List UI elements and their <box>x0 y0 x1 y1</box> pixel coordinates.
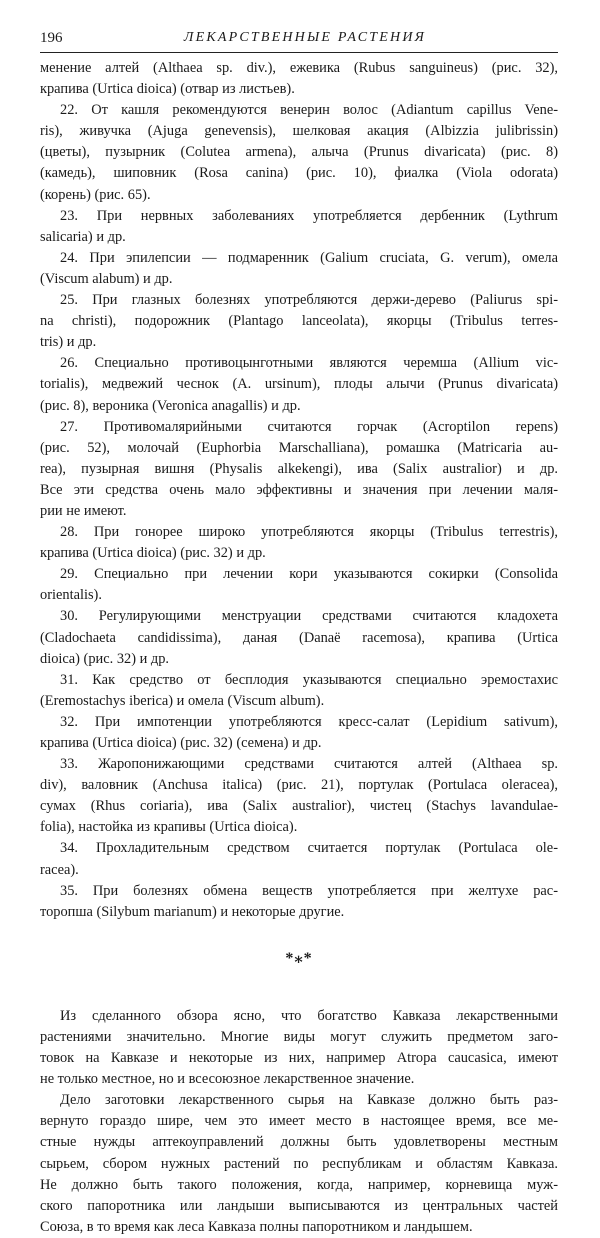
text-line: 26. Специально противоцынготными являются черемша (Allium vic- <box>60 355 558 372</box>
text-line: 29. Специально при лечении кори указываются сокирки (Consolida <box>60 566 558 583</box>
text-line: не только местное, но и всесоюзное лекарственное значение. <box>40 1071 415 1088</box>
text-line: orientalis). <box>40 587 102 604</box>
text-line: (Eremostachys iberica) и омела (Viscum album). <box>40 692 325 709</box>
text-line: сумах (Rhus coriaria), ива (Salix australior), чистец (Stachys lavandulae- <box>40 798 558 815</box>
text-line: Все эти средства очень мало эффективны и значения при лечении маля- <box>40 481 558 498</box>
text-line: na christi), подорожник (Plantago lanceolata), якорцы (Tribulus terres- <box>40 313 558 330</box>
text-line: рии не имеют. <box>40 502 127 519</box>
text-line: 35. При болезнях обмена веществ употребляется при желтухе рас- <box>60 882 558 899</box>
page-number: 196 <box>40 30 63 46</box>
text-line: вернуто гораздо шире, чем это имеет место в настоящее время, все ме- <box>40 1113 558 1130</box>
text-line: (цветы), пузырник (Colutea armena), алыча (Prunus divaricata) (рис. 8) <box>40 144 558 161</box>
closing-paragraphs <box>40 1006 558 1238</box>
text-line: folia), настойка из крапивы (Urtica dioica). <box>40 819 298 836</box>
text-line: ского папоротника или ландыши выписываются из центральных частей <box>40 1197 558 1214</box>
text-line: (рис. 52), молочай (Euphorbia Marschalliana), ромашка (Matricaria au- <box>40 439 558 456</box>
text-line: 23. При нервных заболеваниях употребляется дербенник (Lythrum <box>60 207 558 224</box>
text-line: крапива (Urtica dioica) (рис. 32) (семена) и др. <box>40 735 322 751</box>
remedies-list <box>40 58 558 923</box>
text-line: менение алтей (Althaea sp. div.), ежевика (Rubus sanguineus) (рис. 32), <box>40 60 558 76</box>
text-line: dioica) (рис. 32) и др. <box>40 650 170 667</box>
page-header <box>40 30 558 53</box>
text-line: стные нужды аптекоуправлений должны быть удовлетворены местным <box>40 1134 558 1151</box>
text-line: крапива (Urtica dioica) (отвар из листьев). <box>40 81 295 98</box>
text-line: (корень) (рис. 65). <box>40 186 151 203</box>
text-line: растениями значительно. Многие виды могут служить предметом заго- <box>40 1028 558 1045</box>
text-line: торопша (Silybum marianum) и некоторые другие. <box>40 903 345 920</box>
text-line: (камедь), шиповник (Rosa canina) (рис. 10), фиалка (Viola odorata) <box>40 165 558 182</box>
text-line: (рис. 8), вероника (Veronica anagallis) и др. <box>40 397 301 414</box>
section-separator: *⁎* <box>285 949 313 967</box>
page-body <box>40 58 558 1238</box>
text-line: Союза, в то время как леса Кавказа полны папоротником и ландышем. <box>40 1218 473 1235</box>
text-line: Дело заготовки лекарственного сырья на Кавказе должно быть раз- <box>60 1092 558 1109</box>
text-line: racea). <box>40 861 79 878</box>
text-line: 22. От кашля рекомендуются венерин волос (Adiantum capillus Vene- <box>60 102 558 119</box>
text-line: 34. Прохладительным средством считается портулак (Portulaca ole- <box>60 840 558 857</box>
text-line: Не должно быть такого положения, когда, например, корневища муж- <box>40 1176 558 1193</box>
text-line: 32. При импотенции употребляются кресс-салат (Lepidium sativum), <box>60 713 558 730</box>
text-line: 27. Противомалярийными считаются горчак (Acroptilon repens) <box>60 418 558 435</box>
text-line: ris), живучка (Ajuga genevensis), шелковая акация (Albizzia julibrissin) <box>40 123 558 140</box>
text-line: tris) и др. <box>40 334 97 351</box>
text-line: 28. При гонорее широко употребляются якорцы (Tribulus terrestris), <box>60 524 558 541</box>
text-line: (Cladochaeta candidissima), даная (Danaё racemosa), крапива (Urtica <box>40 629 558 646</box>
text-line: 30. Регулирующими менструации средствами считаются кладохета <box>60 608 558 625</box>
text-line: 31. Как средство от бесплодия указываются специально эремостахис <box>60 671 558 688</box>
text-line: rea), пузырная вишня (Physalis alkekengi), ива (Salix australior) и др. <box>40 460 558 477</box>
text-line: Из сделанного обзора ясно, что богатство Кавказа лекарственными <box>60 1007 558 1024</box>
text-line: (Viscum alabum) и др. <box>40 270 173 287</box>
text-line: 33. Жаропонижающими средствами считаются алтей (Althaea sp. <box>60 756 558 773</box>
text-line: 25. При глазных болезнях употребляются держи-дерево (Paliurus spi- <box>60 292 558 309</box>
text-line: 24. При эпилепсии — подмаренник (Galium cruciata, G. verum), омела <box>60 249 558 266</box>
text-line: сырьем, сбором нужных растений по республикам и областям Кавказа. <box>40 1155 558 1172</box>
text-line: torialis), медвежий чеснок (A. ursinum), плоды алычи (Prunus divaricata) <box>40 376 558 393</box>
text-line: salicaria) и др. <box>40 228 126 245</box>
text-line: крапива (Urtica dioica) (рис. 32) и др. <box>40 545 266 562</box>
text-line: div), валовник (Anchusa italica) (рис. 21), портулак (Portulaca oleracea), <box>40 777 558 794</box>
text-line: товок на Кавказе и некоторые из них, например Atropa caucasica, имеют <box>40 1050 558 1067</box>
running-title: ЛЕКАРСТВЕННЫЕ РАСТЕНИЯ <box>183 30 427 45</box>
